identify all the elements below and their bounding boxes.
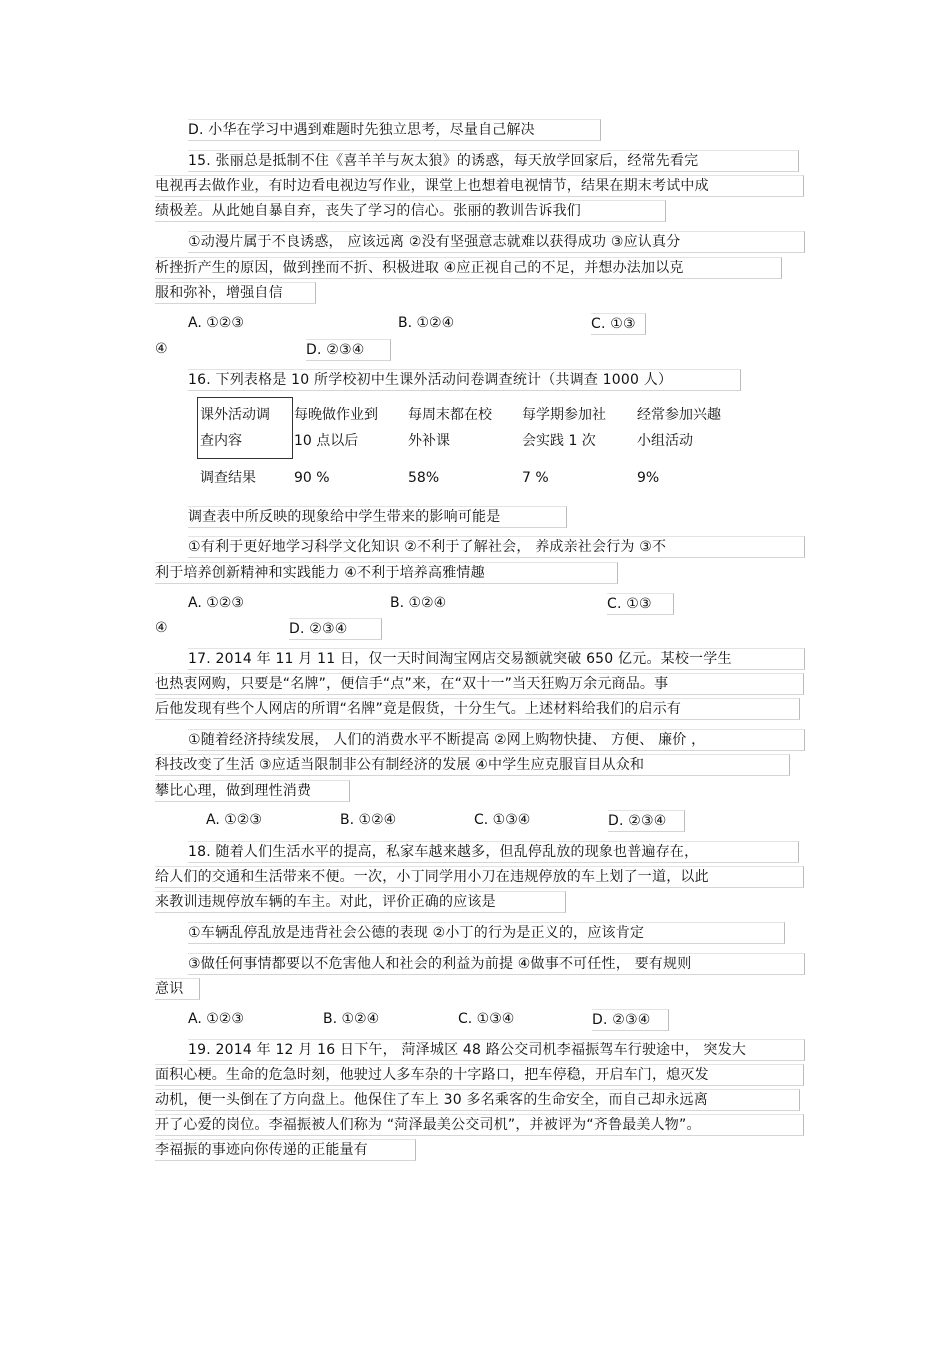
q15-choice-d: D. ②③④ — [306, 339, 391, 361]
q15-choice-b: B. ①②④ — [398, 315, 455, 331]
q16-choice-c: C. ①③ — [607, 593, 674, 615]
q16-choice-b: B. ①②④ — [390, 595, 447, 611]
q15-options-line-2: 析挫折产生的原因，做到挫而不折、积极进取 ④应正视自己的不足，并想办法加以克 — [155, 257, 782, 279]
q18-options-line-2: ③做任何事情都要以不危害他人和社会的利益为前提 ④做事不可任性， 要有规则 — [188, 953, 805, 975]
q16-options-line-1: ①有利于更好地学习科学文化知识 ②不利于了解社会， 养成亲社会行为 ③不 — [188, 536, 805, 558]
table-row-label: 调查结果 — [200, 470, 256, 486]
q16-choice-c-cont: ④ — [155, 620, 168, 636]
q19-stem-line-3: 动机，便一头倒在了方向盘上。他保住了车上 30 多名乘客的生命安全，而自己却永远离 — [155, 1089, 800, 1111]
q17-stem-line-2: 也热衷网购，只要是“名牌”，便信手“点”来，在“双十一”当天狂购万余元商品。事 — [155, 673, 804, 695]
option-d-line: D. 小华在学习中遇到难题时先独立思考，尽量自己解决 — [188, 119, 601, 141]
q16-options-line-2: 利于培养创新精神和实践能力 ④不利于培养高雅情趣 — [155, 562, 618, 584]
q18-options-line-3: 意识 — [155, 978, 200, 1000]
q16-intro: 调查表中所反映的现象给中学生带来的影响可能是 — [188, 506, 567, 528]
q17-choice-c: C. ①③④ — [474, 812, 531, 828]
q15-stem-line-1: 15. 张丽总是抵制不住《喜羊羊与灰太狼》的诱惑，每天放学回家后，经常先看完 — [188, 150, 799, 172]
table-header-cell-1a: 课外活动调 — [200, 407, 270, 423]
table-value-2: 58% — [408, 470, 440, 486]
q15-choice-c-cont: ④ — [155, 341, 168, 357]
q17-choice-b: B. ①②④ — [340, 812, 397, 828]
q15-options-line-3: 服和弥补，增强自信 — [155, 282, 316, 304]
q18-stem-line-3: 来教训违规停放车辆的车主。对此，评价正确的应该是 — [155, 891, 566, 913]
q15-stem-line-3: 绩极差。从此她自暴自弃，丧失了学习的信心。张丽的教训告诉我们 — [155, 200, 666, 222]
q18-stem-line-1: 18. 随着人们生活水平的提高，私家车越来越多，但乱停乱放的现象也普遍存在， — [188, 841, 799, 863]
q17-options-line-2: 科技改变了生活 ③应适当限制非公有制经济的发展 ④中学生应克服盲目从众和 — [155, 754, 790, 776]
q17-options-line-1: ①随着经济持续发展， 人们的消费水平不断提高 ②网上购物快捷、 方便、 廉价 ， — [188, 729, 805, 751]
q15-choice-c: C. ①③ — [591, 313, 646, 335]
q19-stem-line-2: 面积心梗。生命的危急时刻，他驶过人多车杂的十字路口，把车停稳，开启车门，熄灭发 — [155, 1064, 804, 1086]
table-header-cell-5a: 经常参加兴趣 — [637, 407, 721, 423]
table-value-3: 7 % — [522, 470, 549, 486]
q19-stem-line-4: 开了心爱的岗位。李福振被人们称为 “菏泽最美公交司机”，并被评为“齐鲁最美人物”。 — [155, 1114, 804, 1136]
table-header-cell-1b: 查内容 — [200, 433, 242, 449]
q15-options-line-1: ①动漫片属于不良诱惑， 应该远离 ②没有坚强意志就难以获得成功 ③应认真分 — [188, 231, 805, 253]
q18-choice-a: A. ①②③ — [188, 1011, 244, 1027]
q15-stem-line-2: 电视再去做作业，有时边看电视边写作业，课堂上也想着电视情节，结果在期末考试中成 — [155, 175, 804, 197]
q18-options-line-1: ①车辆乱停乱放是违背社会公德的表现 ②小丁的行为是正义的，应该肯定 — [188, 922, 785, 944]
table-value-1: 90 % — [294, 470, 330, 486]
q15-choice-a: A. ①②③ — [188, 315, 244, 331]
q18-stem-line-2: 给人们的交通和生活带来不便。一次，小丁同学用小刀在违规停放的车上划了一道，以此 — [155, 866, 804, 888]
q17-options-line-3: 攀比心理，做到理性消费 — [155, 780, 350, 802]
q17-choice-a: A. ①②③ — [206, 812, 262, 828]
q17-choice-d: D. ②③④ — [608, 810, 685, 832]
table-header-cell-5b: 小组活动 — [637, 433, 693, 449]
table-header-cell-3b: 外补课 — [408, 433, 450, 449]
table-header-cell-4b: 会实践 1 次 — [522, 433, 596, 449]
table-value-4: 9% — [637, 470, 660, 486]
q17-stem-line-1: 17. 2014 年 11 月 11 日，仅一天时间淘宝网店交易额就突破 650 亿元。某校一学生 — [188, 648, 805, 670]
table-header-cell-2b: 10 点以后 — [294, 433, 359, 449]
q18-choice-b: B. ①②④ — [323, 1011, 380, 1027]
q19-stem-line-1: 19. 2014 年 12 月 16 日下午， 菏泽城区 48 路公交司机李福振驾车行驶途中， 突发大 — [188, 1039, 805, 1061]
q16-choice-d: D. ②③④ — [289, 618, 382, 640]
q16-stem: 16. 下列表格是 10 所学校初中生课外活动问卷调查统计（共调查 1000 人） — [188, 369, 741, 391]
table-header-cell-3a: 每周末都在校 — [408, 407, 492, 423]
q19-stem-line-5: 李福振的事迹向你传递的正能量有 — [155, 1139, 416, 1161]
table-header-cell-4a: 每学期参加社 — [522, 407, 606, 423]
q17-stem-line-3: 后他发现有些个人网店的所谓“名牌”竟是假货，十分生气。上述材料给我们的启示有 — [155, 698, 800, 720]
q16-choice-a: A. ①②③ — [188, 595, 244, 611]
table-header-cell-2a: 每晚做作业到 — [294, 407, 378, 423]
q18-choice-c: C. ①③④ — [458, 1011, 515, 1027]
q18-choice-d: D. ②③④ — [592, 1009, 669, 1031]
